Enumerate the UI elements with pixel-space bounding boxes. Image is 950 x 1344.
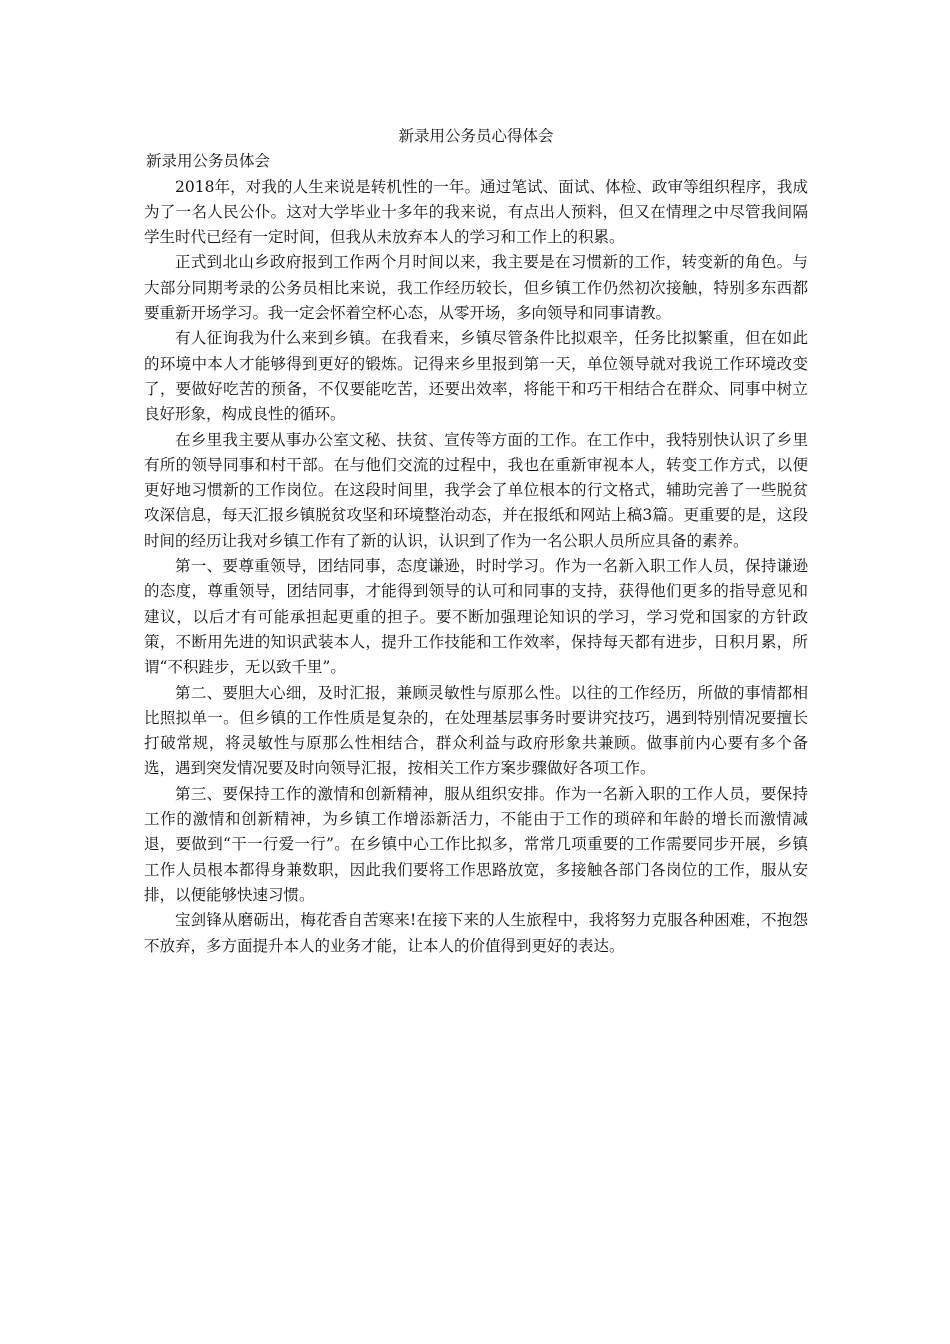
document-subtitle: 新录用公务员体会 (146, 152, 271, 171)
paragraph: 第一、要尊重领导，团结同事，态度谦逊，时时学习。作为一名新入职工作人员，保持谦逊的态度，尊重领导，团结同事，才能得到领导的认可和同事的支持，获得他们更多的指导意见和建议，以后才有可能承担起更重的担子。要不断加强理论知识的学习，学习党和国家的方针政策，不断用先进的知识武装本人，提升工作技能和工作效率，保持每天都有进步，日积月累，所谓“不积跬步，无以致千里”。 (144, 557, 808, 677)
paragraph: 在乡里我主要从事办公室文秘、扶贫、宣传等方面的工作。在工作中，我特别快认识了乡里有所的领导同事和村干部。在与他们交流的过程中，我也在重新审视本人，转变工作方式，以便更好地习惯新的工作岗位。在这段时间里，我学会了单位根本的行文格式，辅助完善了一些脱贫攻深信息，每天汇报乡镇脱贫攻坚和环境整治动态，并在报纸和网站上稿3篇。更重要的是，这段时间的经历让我对乡镇工作有了新的认识，认识到了作为一名公职人员所应具备的素养。 (144, 430, 808, 550)
paragraph: 宝剑锋从磨砺出，梅花香自苦寒来!在接下来的人生旅程中，我将努力克服各种困难，不抱怨不放弃，多方面提升本人的业务才能，让本人的价值得到更好的表达。 (144, 911, 808, 955)
paragraph: 第二、要胆大心细，及时汇报，兼顾灵敏性与原那么性。以往的工作经历，所做的事情都相比照拟单一。但乡镇的工作性质是复杂的，在处理基层事务时要讲究技巧，遇到特别情况要擅长打破常规，将灵敏性与原那么性相结合，群众利益与政府形象共兼顾。做事前内心要有多个备选，遇到突发情况要及时向领导汇报，按相关工作方案步骤做好各项工作。 (144, 683, 808, 778)
paragraph: 有人征询我为什么来到乡镇。在我看来，乡镇尽管条件比拟艰辛，任务比拟繁重，但在如此的环境中本人才能够得到更好的锻炼。记得来乡里报到第一天，单位领导就对我说工作环境改变了，要做好吃苦的预备，不仅要能吃苦，还要出效率，将能干和巧干相结合在群众、同事中树立良好形象，构成良性的循环。 (144, 329, 808, 424)
paragraph: 第三、要保持工作的激情和创新精神，服从组织安排。作为一名新入职的工作人员，要保持工作的激情和创新精神，为乡镇工作增添新活力，不能由于工作的琐碎和年龄的增长而激情减退，要做到“干一行爱一行”。在乡镇中心工作比拟多，常常几项重要的工作需要同步开展，乡镇工作人员根本都得身兼数职，因此我们要将工作思路放宽，多接触各部门各岗位的工作，服从安排，以便能够快速习惯。 (144, 784, 808, 904)
paragraph: 正式到北山乡政府报到工作两个月时间以来，我主要是在习惯新的工作，转变新的角色。与大部分同期考录的公务员相比来说，我工作经历较长，但乡镇工作仍然初次接触，特别多东西都要重新开场学习。我一定会怀着空杯心态，从零开场，多向领导和同事请教。 (144, 253, 808, 323)
paragraph: 2018年，对我的人生来说是转机性的一年。通过笔试、面试、体检、政审等组织程序，我成为了一名人民公仆。这对大学毕业十多年的我来说，有点出人预料，但又在情理之中尽管我间隔学生时代已经有一定时间，但我从未放弃本人的学习和工作上的积累。 (144, 177, 808, 247)
document-title: 新录用公务员心得体会 (398, 127, 554, 145)
document-body (144, 124, 808, 959)
